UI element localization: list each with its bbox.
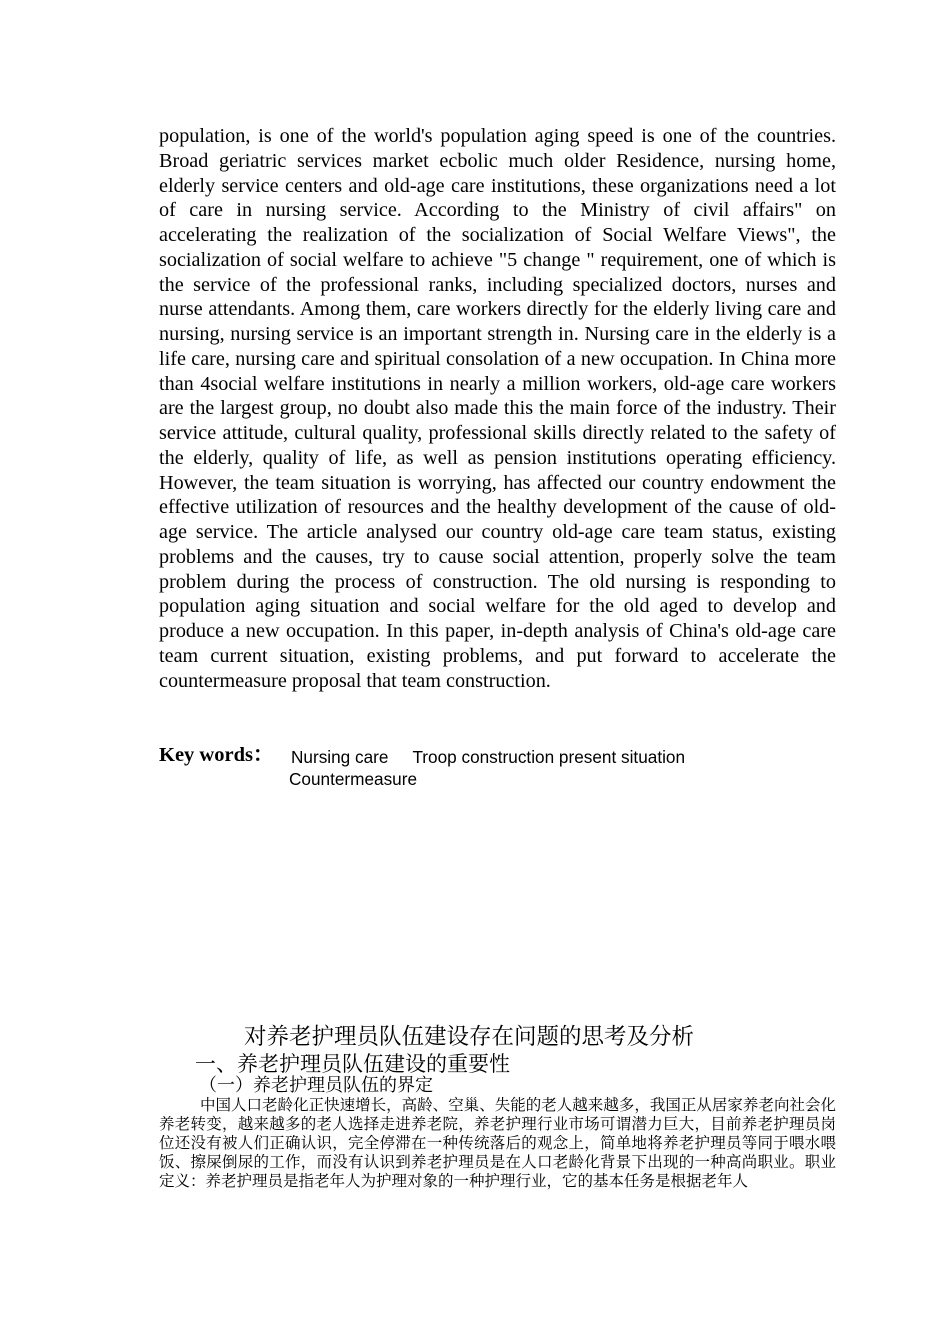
keywords-list [289,746,759,790]
section-heading: 一、养老护理员队伍建设的重要性 [195,1052,510,1076]
keyword-item: Troop construction present situation [412,747,686,767]
abstract-paragraph: population, is one of the world's population aging speed is one of the countries. Broad geriatric services market ecbolic much older Residence, nursing home, elderly service centers and old-age care institutions, these organizations need a lot of care in nursing service. According to the Ministry of civil affairs" on accelerating the realization of the socialization of Social Welfare Views", the socialization of social welfare to achieve "5 change " requirement, one of which is the service of the professional ranks, including specialized doctors, nurses and nurse attendants. Among them, care workers directly for the elderly living care and nursing, nursing service is an important strength in. Nursing care in the elderly is a life care, nursing care and spiritual consolation of a new occupation. In China more than 4social welfare institutions in nearly a million workers, old-age care workers are the largest group, no doubt also made this the main force of the industry. Their service attitude, cultural quality, professional skills directly related to the safety of the elderly, quality of life, as well as pension institutions operating efficiency. However, the team situation is worrying, has affected our country endowment the effective utilization of resources and the healthy development of the cause of old-age service. The article analysed our country old-age care team status, existing problems and the causes, try to cause social attention, properly solve the team problem during the process of construction. The old nursing is responding to population aging situation and social welfare for the old aged to develop and produce a new occupation. In this paper, in-depth analysis of China's old-age care team current situation, existing problems, and put forward to accelerate the countermeasure proposal that team construction. [159,125,836,692]
keyword-item: Nursing care [291,747,389,767]
chinese-paragraph: 中国人口老龄化正快速增长，高龄、空巢、失能的老人越来越多，我国正从居家养老向社会化养老转变，越来越多的老人选择走进养老院，养老护理行业市场可谓潜力巨大，目前养老护理员岗位还没有被人们正确认识，完全停滞在一种传统落后的观念上，简单地将养老护理员等同于喂水喂饭、擦屎倒尿的工作，而没有认识到养老护理员是在人口老龄化背景下出现的一种高尚职业。职业定义：养老护理员是指老年人为护理对象的一种护理行业，它的基本任务是根据老年人 [159,1096,836,1191]
keywords-label: Key words： [159,744,274,766]
chinese-title: 对养老护理员队伍建设存在问题的思考及分析 [244,1024,695,1050]
keyword-item: Countermeasure [289,769,418,789]
subsection-heading: （一）养老护理员队伍的界定 [199,1075,433,1096]
